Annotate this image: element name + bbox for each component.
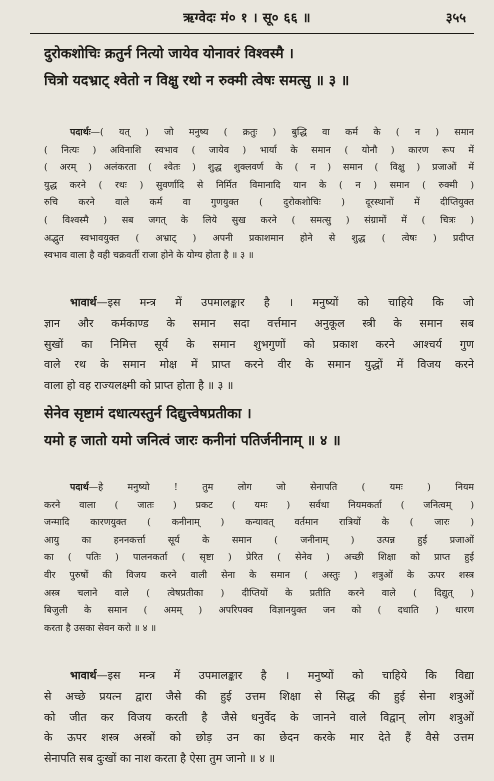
text-line: का ( पतिः ) पालनकर्ता ( सृष्टा ) प्रेरित ( सेनेव ) अच्छी शिक्षा को प्राप्त हुई bbox=[44, 552, 474, 564]
text-line: रुचि करने वाले कर्म वा गुणयुक्त ( दुरोकशोचिः ) दूरस्थानों में दीप्तियुक्त bbox=[44, 197, 474, 209]
text-line: करता है उसका सेवन करो ॥ ४ ॥ bbox=[44, 622, 157, 634]
text-line: अस्त्र चलाने वाले ( त्वेषप्रतीका ) दीप्तियों के प्रतीति करने वाले ( दिद्युत् ) bbox=[44, 587, 474, 599]
text-line: —हे मनुष्यो ! तुम लोग जो सेनापति ( यमः ) नियम bbox=[88, 482, 474, 493]
text-line: —इस मन्त्र में उपमालङ्कार है । मनुष्यों को चाहिये कि जो bbox=[96, 296, 474, 309]
mantra-verse-3 bbox=[44, 41, 484, 95]
verse-line: चित्रो यदभ्राट् श्वेतो न विक्षु रथो न रुक्मी त्वेषः समत्सु ॥ ३ ॥ bbox=[44, 73, 350, 89]
text-line: बिजुली के समान ( अमम् ) अपरिपक्व विज्ञानयुक्त जन को ( दधाति ) धारण bbox=[44, 605, 474, 617]
text-line: स्वभाव वाला है वही चक्रवर्ती राजा होने के योग्य होता है ॥ ३ ॥ bbox=[44, 250, 254, 262]
section-label: भावार्थ bbox=[70, 669, 97, 682]
header-rule bbox=[30, 33, 474, 34]
text-line: अद्भुत स्वभावयुक्त ( अभ्राट् ) अपनी प्रकाशमान होने से शुद्ध ( त्वेषः ) प्रदीप्त bbox=[44, 232, 474, 244]
text-line: जन्मादि कारणयुक्त ( कनीनाम् ) कन्यावत् वर्तमान रात्रियों के ( जारः ) bbox=[44, 517, 474, 529]
text-line: करने वाला ( जातः ) प्रकट ( यमः ) सर्वथा नियमकर्ता ( जनित्वम् ) bbox=[44, 499, 474, 511]
bhavartha-section-3 bbox=[44, 293, 474, 397]
running-title: ऋग्वेदः मं० १ । सू० ६६ ॥ bbox=[183, 11, 311, 26]
page-number: ३५५ bbox=[445, 11, 466, 26]
text-line: ज्ञान और कर्मकाण्ड के समान सदा वर्त्तमान अनुकूल स्त्री के समान सब bbox=[44, 316, 474, 330]
bhavartha-section-4 bbox=[44, 666, 474, 770]
verse-line: दुरोकशोचिः क्रतुर्न नित्यो जायेव योनावरं विश्वस्मै । bbox=[44, 46, 294, 62]
section-label: पदार्थः bbox=[70, 127, 91, 138]
padartha-section-4 bbox=[44, 479, 474, 637]
section-label: भावार्थ bbox=[70, 296, 97, 309]
text-line: ( विश्वस्मै ) सब जगत् के लिये सुख करने ( समत्सु ) संग्रामों में ( चित्रः ) bbox=[44, 214, 474, 226]
text-line: —( यत् ) जो मनुष्य ( क्रतुः ) बुद्धि वा कर्म के ( न ) समान bbox=[90, 127, 474, 138]
text-line: वीर पुरुषों की विजय करने वाली सेना के समान ( अस्तुः ) शत्रुओं के ऊपर शस्त्र bbox=[44, 569, 474, 581]
verse-line: सेनेव सृष्टामं दधात्यस्तुर्न दिद्युत्त्वेषप्रतीका । bbox=[44, 406, 252, 422]
padartha-section-3 bbox=[44, 124, 474, 265]
text-line: को जीत कर विजय करती है जैसे धनुर्वेद के जानने वाले विद्वान् लोग शत्रुओं bbox=[44, 710, 474, 724]
text-line: युद्ध करने ( रथः ) सुवर्णादि से निर्मित विमानादि यान के ( न ) समान ( रुक्मी ) bbox=[44, 179, 474, 191]
text-line: ( अरम् ) अलंकरता ( श्वेतः ) शुद्ध शुक्लवर्ण के ( न ) समान ( विक्षु ) प्रजाओं में bbox=[44, 162, 474, 174]
mantra-verse-4 bbox=[44, 401, 484, 455]
text-line: सेनापति सब दुःखों का नाश करता है ऐसा तुम जानो ॥ ४ ॥ bbox=[44, 752, 276, 766]
text-line: से अच्छे प्रयत्न द्वारा जैसे की हुई उत्तम शिक्षा से सिद्ध की हुई सेना शत्रुओं bbox=[44, 689, 474, 703]
text-line: आयु का हननकर्त्ता सूर्य के समान ( जनीनाम् ) उत्पन्न हुई प्रजाओं bbox=[44, 534, 474, 546]
text-line: सुखों का निमित्त सूर्य के समान शुभगुणों को प्रकाश करने आश्चर्य गुण bbox=[44, 337, 474, 351]
text-line: वाले रथ के समान मोक्ष में प्राप्त करने वीर के समान युद्धों में विजय करने bbox=[44, 358, 474, 372]
text-line: वाला हो वह राज्यलक्ष्मी को प्राप्त होता है ॥ ३ ॥ bbox=[44, 379, 234, 393]
text-line: के ऊपर शस्त्र अस्त्रों को छोड़ उन का छेदन करके मार देते हैं वैसे उत्तम bbox=[44, 731, 474, 745]
text-line: —इस मन्त्र में उपमालङ्कार है । मनुष्यों को चाहिये कि विद्या bbox=[96, 669, 474, 682]
verse-line: यमो ह जातो यमो जनित्वं जारः कनीनां पतिर्जनीनाम् ॥ ४ ॥ bbox=[44, 433, 341, 449]
text-line: ( नित्यः ) अविनाशि स्वभाव ( जायेव ) भार्या के समान ( योनौ ) कारण रूप में bbox=[44, 144, 474, 156]
page-header bbox=[0, 8, 494, 32]
section-label: पदार्थ bbox=[70, 482, 89, 493]
